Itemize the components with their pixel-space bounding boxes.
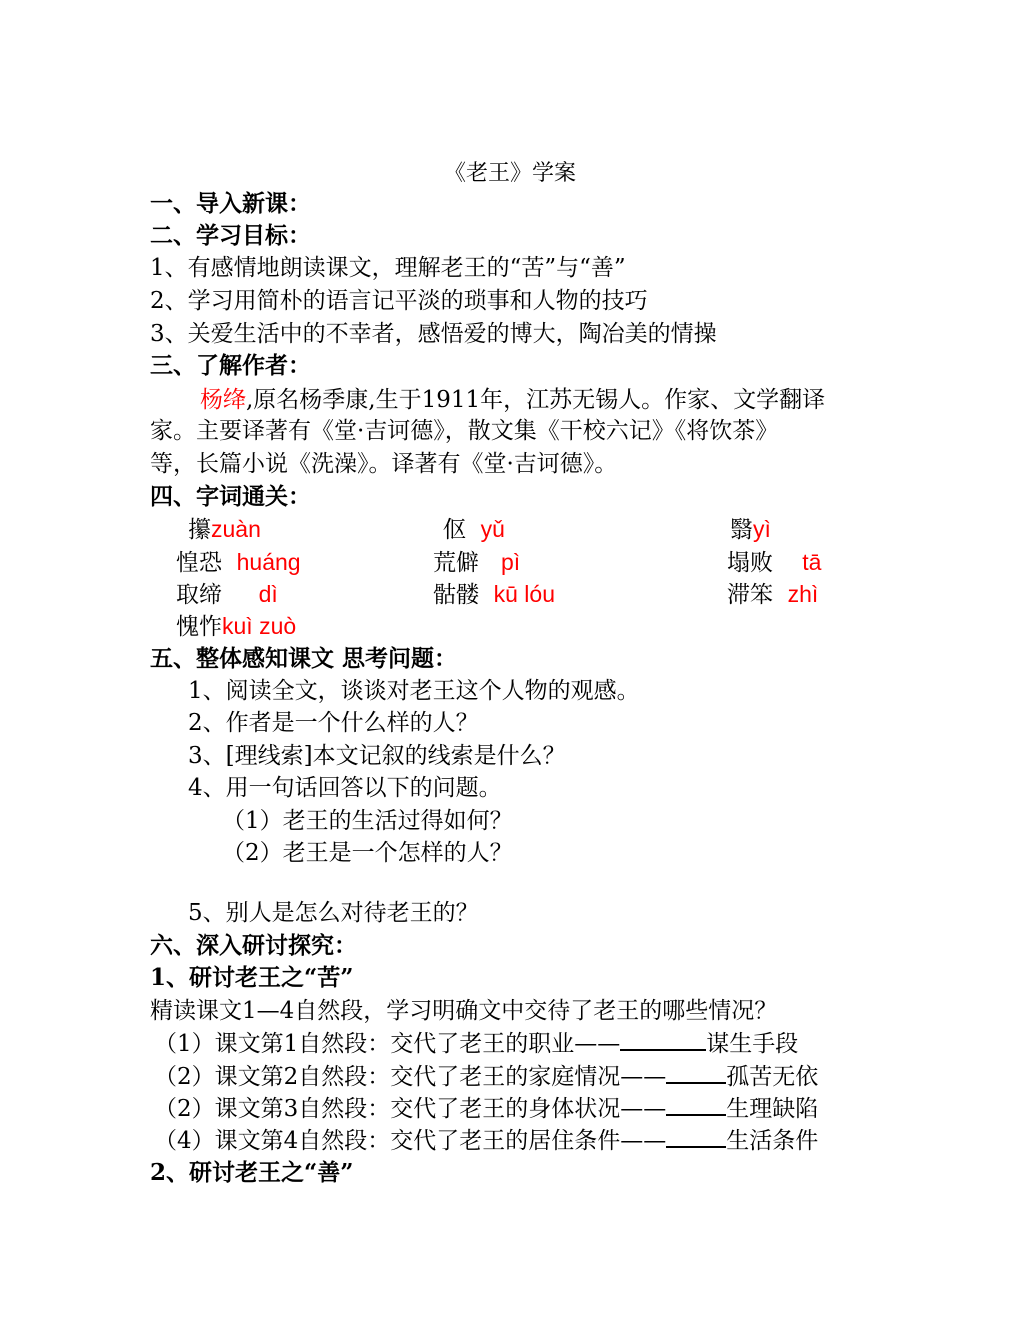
vocab-item: 塌败 tā <box>727 549 822 576</box>
vocab-item: 滞笨 zhì <box>727 581 819 608</box>
question-subitem: （1）老王的生活过得如何？ <box>222 808 513 834</box>
section-vocab-heading: 四、字词通关： <box>150 483 311 510</box>
section-goals-heading: 二、学习目标： <box>150 222 311 249</box>
answer-text: 谋生手段 <box>706 1031 799 1057</box>
vocab-item: 攥zuàn <box>188 516 261 543</box>
goal-item: 2、学习用简朴的语言记平淡的琐事和人物的技巧 <box>150 288 648 314</box>
question-item: 1、阅读全文，谈谈对老王这个人物的观感。 <box>188 678 640 704</box>
question-item: 5、别人是怎么对待老王的？ <box>188 900 479 926</box>
vocab-item: 伛 yǔ <box>443 516 505 543</box>
subsection-hardship-heading: 1、研讨老王之“苦” <box>150 964 354 991</box>
section-overview-heading: 五、整体感知课文 思考问题： <box>150 645 458 672</box>
answer-blank <box>666 1124 726 1148</box>
answer-text: 孤苦无依 <box>726 1064 819 1090</box>
paragraph-item: （2）课文第3自然段：交代了老王的身体状况—— 生理缺陷 <box>154 1092 818 1125</box>
page-title: 《老王》学案 <box>443 161 576 186</box>
author-line-3: 等，长篇小说《洗澡》。译著有《堂·吉诃德》。 <box>150 451 618 477</box>
paragraph-item: （4）课文第4自然段：交代了老王的居住条件—— 生活条件 <box>154 1124 818 1157</box>
section-explore-heading: 六、深入研讨探究： <box>150 932 357 959</box>
answer-blank <box>666 1092 726 1116</box>
author-intro-text: ,原名杨季康,生于1911年，江苏无锡人。作家、文学翻译 <box>246 387 826 413</box>
question-item: 3、[理线索]本文记叙的线索是什么？ <box>188 743 566 769</box>
answer-blank <box>620 1027 706 1051</box>
author-line-1 <box>200 383 825 416</box>
goal-item: 1、有感情地朗读课文，理解老王的“苦”与“善” <box>150 255 626 281</box>
answer-text: 生活条件 <box>726 1128 819 1154</box>
vocab-item: 愧怍kuì zuò <box>176 613 297 640</box>
subsection-kindness-heading: 2、研讨老王之“善” <box>150 1159 354 1186</box>
question-subitem: （2）老王是一个怎样的人？ <box>222 840 513 866</box>
section-intro-heading: 一、导入新课： <box>150 190 311 217</box>
vocab-item: 荒僻 pì <box>433 549 521 576</box>
section-author-heading: 三、了解作者： <box>150 352 311 379</box>
subsection-intro: 精读课文1—4自然段，学习明确文中交待了老王的哪些情况？ <box>150 998 778 1024</box>
question-item: 4、用一句话回答以下的问题。 <box>188 775 502 801</box>
vocab-item: 惶恐 huáng <box>176 549 301 576</box>
answer-blank <box>666 1060 726 1084</box>
paragraph-item: （2）课文第2自然段：交代了老王的家庭情况—— 孤苦无依 <box>154 1060 818 1093</box>
goal-item: 3、关爱生活中的不幸者，感悟爱的博大，陶冶美的情操 <box>150 321 717 347</box>
vocab-item: 骷髅 kū lóu <box>433 581 555 608</box>
author-name: 杨绛 <box>200 386 246 412</box>
vocab-item: 取缔 dì <box>176 581 278 608</box>
question-item: 2、作者是一个什么样的人？ <box>188 710 479 736</box>
author-line-2: 家。主要译著有《堂·吉诃德》，散文集《干校六记》《将饮茶》 <box>150 418 779 444</box>
answer-text: 生理缺陷 <box>726 1096 819 1122</box>
paragraph-item: （1）课文第1自然段：交代了老王的职业—— 谋生手段 <box>154 1027 798 1060</box>
vocab-item: 翳yì <box>730 516 771 543</box>
